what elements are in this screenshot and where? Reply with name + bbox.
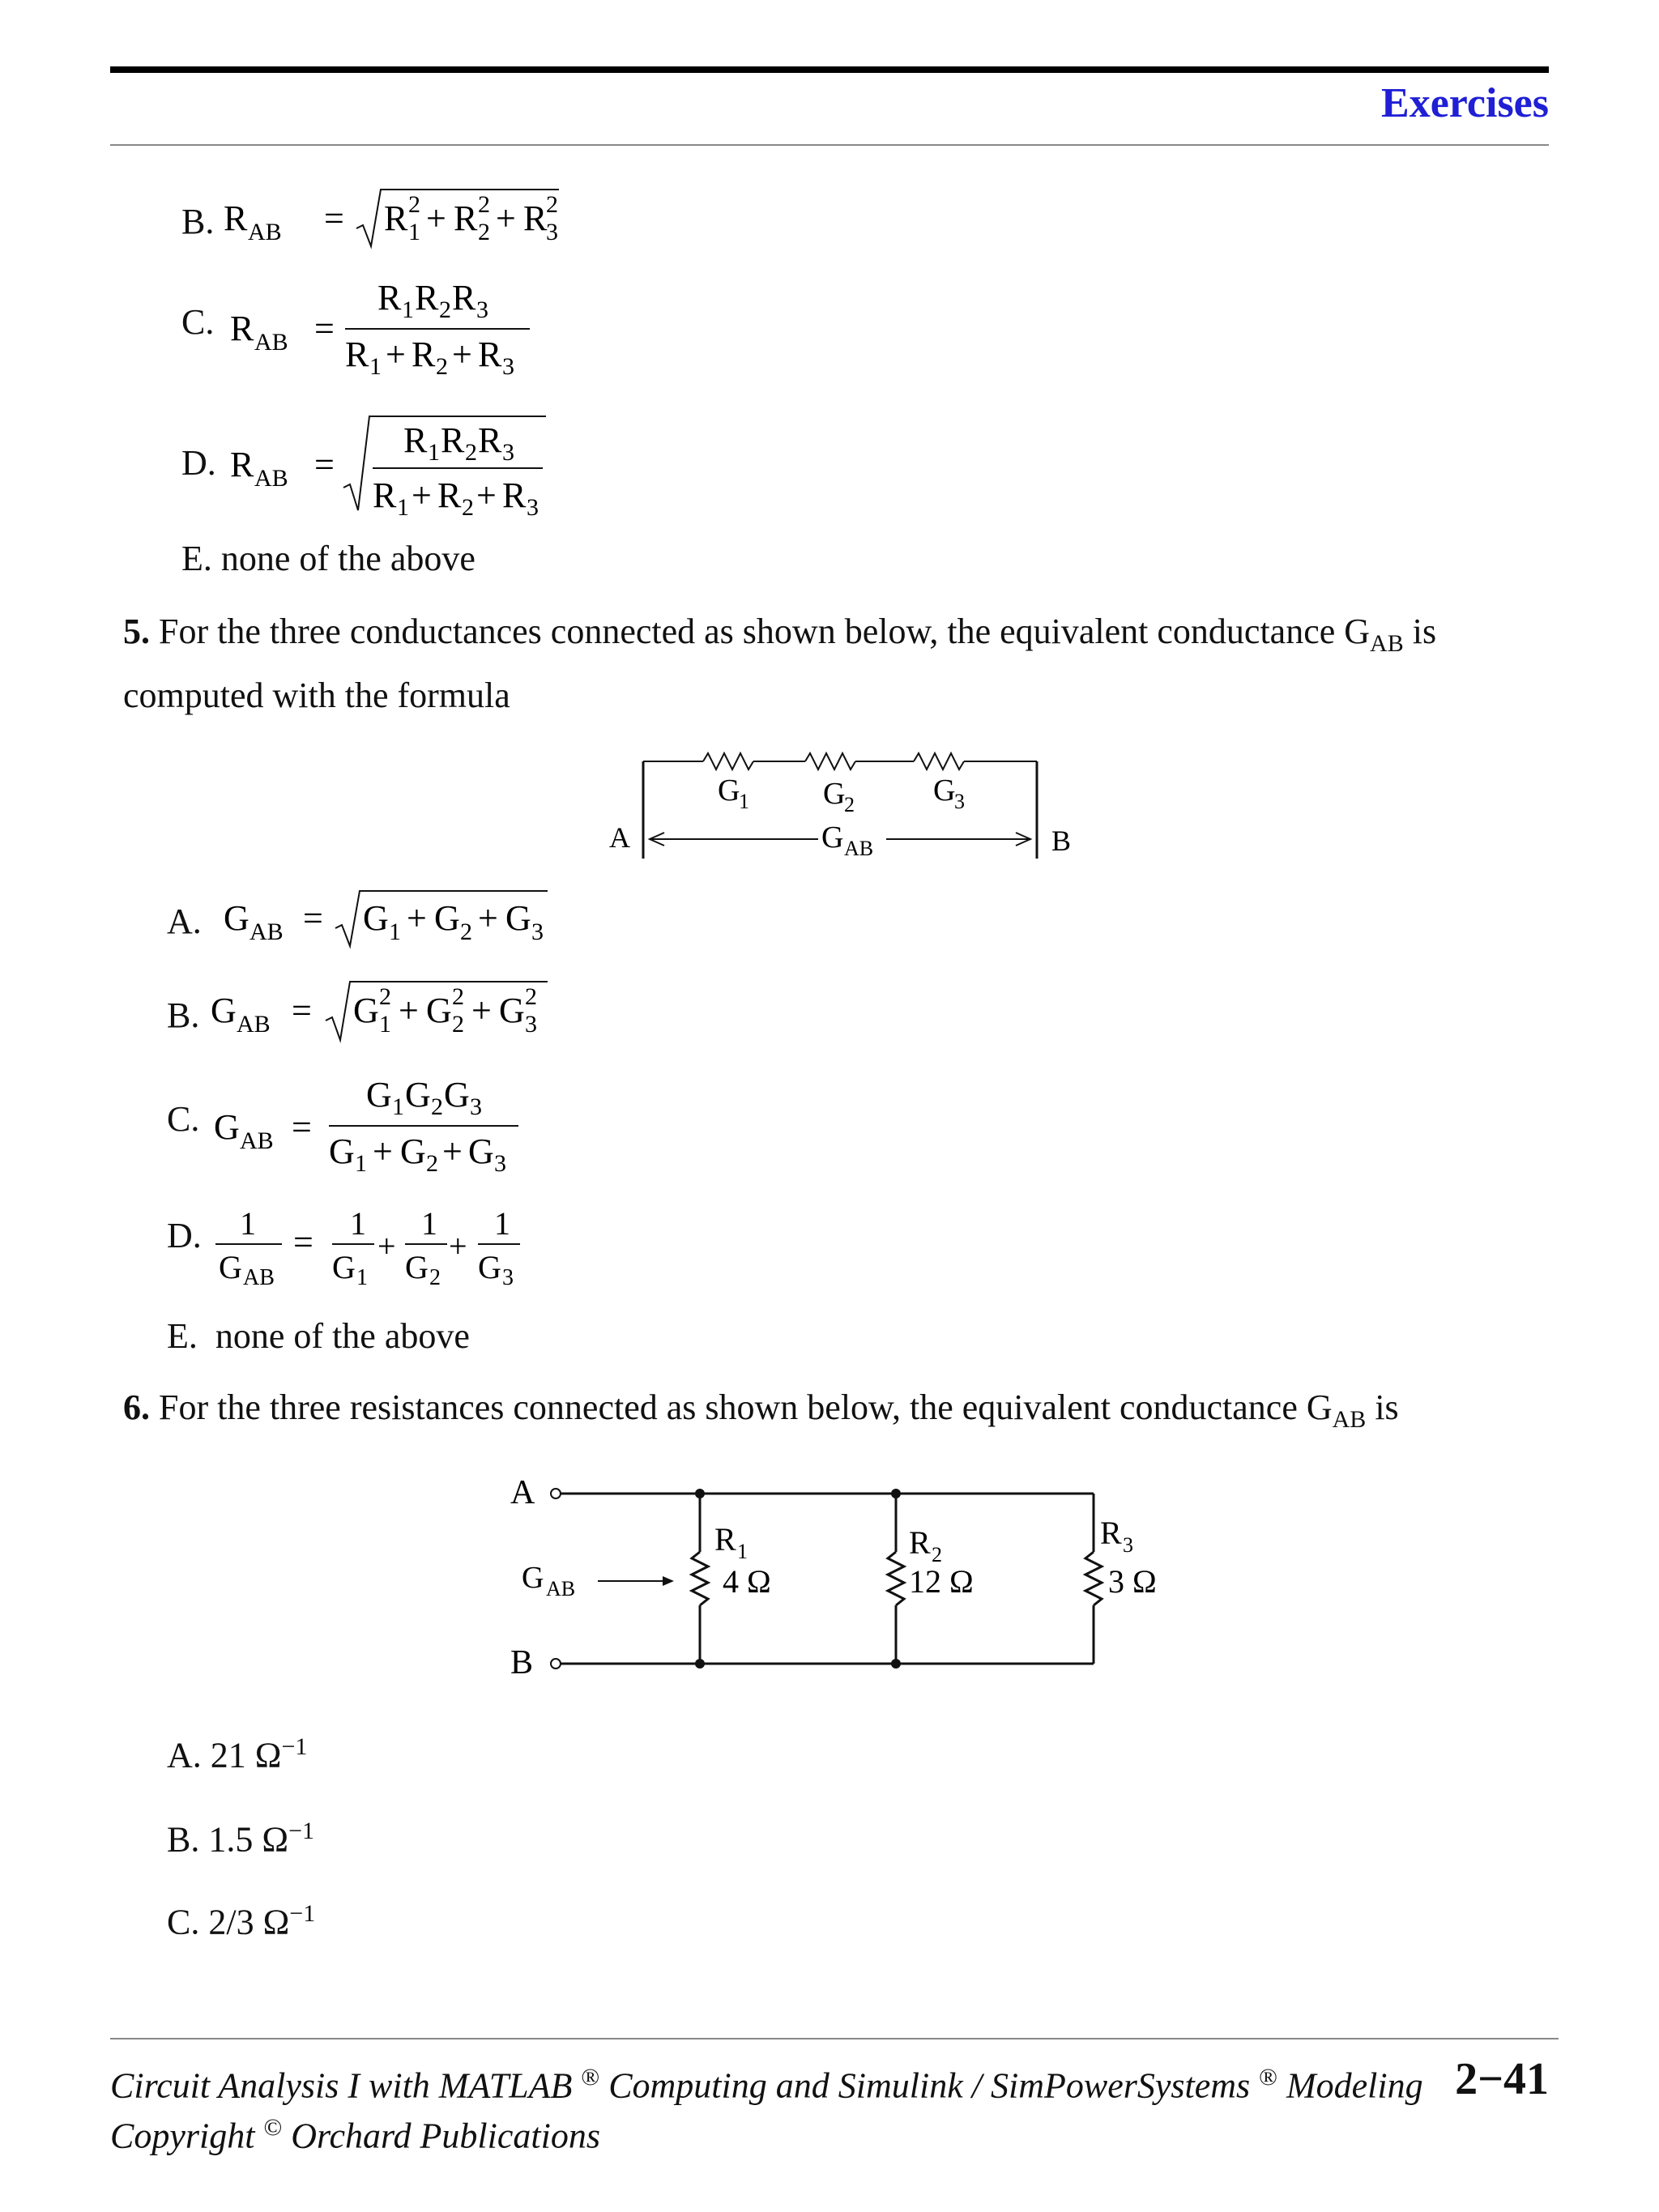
node-a-label: A — [510, 1474, 535, 1511]
q6-option-b-exp: −1 — [288, 1818, 314, 1844]
r3-resistor-zigzag — [1085, 1552, 1102, 1605]
r1-label: R — [714, 1521, 736, 1558]
r1-sub: 1 — [737, 1540, 748, 1563]
svg-text:1: 1 — [408, 219, 420, 245]
svg-text:2: 2 — [478, 191, 490, 218]
footer-title-part-1: Circuit Analysis I with MATLAB — [110, 2065, 573, 2106]
svg-text:2: 2 — [525, 983, 537, 1010]
terminal-b-icon — [551, 1659, 561, 1669]
svg-text:AB: AB — [254, 465, 288, 492]
g3-label: G — [933, 774, 956, 808]
q5-option-a-formula — [207, 883, 564, 956]
svg-text:3: 3 — [502, 1265, 514, 1290]
q6-option-b-label: B. — [167, 1819, 200, 1860]
svg-text:+: + — [412, 475, 432, 515]
svg-text:3: 3 — [502, 353, 514, 380]
publisher-name: Orchard Publications — [291, 2116, 600, 2156]
footer-book-title — [110, 2064, 1423, 2107]
svg-text:G: G — [214, 1107, 240, 1147]
svg-text:R: R — [452, 278, 476, 318]
node-a-label: A — [609, 821, 630, 854]
page-number: 2−41 — [1455, 2054, 1549, 2104]
svg-text:G: G — [505, 898, 531, 938]
svg-text:R: R — [478, 335, 502, 374]
svg-text:AB: AB — [237, 1011, 271, 1038]
svg-text:+: + — [377, 1228, 396, 1264]
q4-option-b-label: B. — [181, 202, 215, 241]
svg-text:AB: AB — [254, 329, 288, 356]
svg-text:R: R — [403, 420, 428, 460]
svg-text:G: G — [219, 1249, 242, 1285]
svg-text:G: G — [444, 1075, 470, 1115]
svg-text:2: 2 — [431, 1093, 443, 1120]
footer-title-part-3: Modeling — [1286, 2065, 1423, 2106]
svg-text:=: = — [314, 445, 335, 484]
svg-text:3: 3 — [546, 219, 558, 245]
svg-text:G: G — [366, 1075, 392, 1115]
svg-text:2: 2 — [546, 191, 558, 218]
svg-text:+: + — [442, 1132, 463, 1171]
q4-option-e-label: E. — [181, 539, 212, 578]
svg-text:+: + — [373, 1132, 393, 1171]
svg-text:+: + — [426, 198, 446, 238]
svg-text:+: + — [452, 335, 472, 374]
svg-text:1: 1 — [240, 1205, 256, 1242]
svg-text:G: G — [434, 898, 460, 938]
svg-text:1: 1 — [402, 296, 414, 323]
q6-option-c-value: 2/3 Ω — [208, 1902, 290, 1942]
gab-sub: AB — [844, 837, 874, 860]
svg-text:AB: AB — [248, 219, 282, 245]
svg-text:R: R — [437, 475, 462, 515]
header-top-rule — [110, 66, 1549, 73]
q5-option-c-formula — [207, 1069, 548, 1174]
r3-value: 3 Ω — [1108, 1563, 1157, 1600]
header-rule — [110, 144, 1549, 146]
svg-text:R: R — [384, 198, 408, 238]
svg-text:2: 2 — [478, 219, 490, 245]
svg-text:G: G — [405, 1249, 429, 1285]
q6-option-a — [167, 1733, 307, 1776]
svg-text:R: R — [373, 475, 397, 515]
svg-text:AB: AB — [240, 1127, 274, 1154]
q5-text-sub: AB — [1370, 629, 1404, 657]
footer-title-part-2: Computing and Simulink / SimPowerSystems — [608, 2065, 1251, 2106]
svg-text:1: 1 — [379, 1011, 391, 1038]
svg-text:1: 1 — [421, 1205, 437, 1242]
svg-text:2: 2 — [379, 983, 391, 1010]
svg-text:R: R — [478, 420, 502, 460]
svg-text:3: 3 — [525, 1011, 537, 1038]
q5-option-b-label: B. — [167, 995, 200, 1035]
svg-text:1: 1 — [355, 1150, 367, 1174]
svg-text:2: 2 — [436, 353, 448, 380]
svg-text:=: = — [292, 1107, 312, 1147]
svg-text:G: G — [468, 1132, 494, 1171]
q5-number: 5. — [123, 612, 150, 651]
copyright-icon: © — [263, 2114, 283, 2141]
footer-copyright — [110, 2114, 600, 2157]
svg-text:G: G — [363, 898, 389, 938]
q4-option-c-formula — [219, 275, 559, 381]
svg-text:+: + — [449, 1228, 467, 1264]
svg-text:1: 1 — [397, 494, 409, 520]
q5-option-e-text: none of the above — [215, 1316, 470, 1356]
r3-label: R — [1100, 1515, 1122, 1551]
svg-text:R: R — [415, 278, 439, 318]
q5-series-circuit-diagram — [599, 737, 1085, 867]
svg-text:=: = — [303, 898, 323, 938]
g3-resistor-zigzag — [914, 753, 964, 769]
svg-text:=: = — [293, 1222, 313, 1262]
svg-text:2: 2 — [452, 1011, 464, 1038]
g1-label: G — [718, 774, 740, 808]
q4-option-d-formula — [219, 407, 559, 520]
g3-sub: 3 — [954, 790, 965, 813]
svg-text:1: 1 — [356, 1265, 368, 1290]
gab-label: G — [821, 820, 844, 855]
q4-option-e-text: none of the above — [220, 539, 476, 578]
svg-text:+: + — [386, 335, 406, 374]
gab-sub: AB — [546, 1577, 576, 1600]
r2-label: R — [909, 1524, 931, 1561]
svg-text:3: 3 — [531, 918, 544, 945]
svg-text:AB: AB — [249, 918, 284, 945]
svg-text:2: 2 — [462, 494, 474, 520]
svg-text:R: R — [224, 198, 248, 238]
q5-text-end: is computed with the formula — [123, 612, 1437, 715]
q6-number: 6. — [123, 1387, 150, 1427]
registered-icon-2: ® — [1259, 2064, 1277, 2091]
svg-text:+: + — [399, 991, 419, 1030]
q6-option-c-exp: −1 — [289, 1900, 316, 1927]
footer-rule — [110, 2038, 1559, 2039]
g1-sub: 1 — [739, 790, 749, 813]
q6-option-b — [167, 1818, 314, 1860]
q6-option-a-exp: −1 — [281, 1733, 308, 1760]
svg-text:+: + — [407, 898, 427, 938]
r2-value: 12 Ω — [909, 1563, 974, 1600]
svg-text:2: 2 — [408, 191, 420, 218]
svg-text:1: 1 — [392, 1093, 404, 1120]
svg-text:G: G — [499, 991, 525, 1030]
svg-text:=: = — [324, 198, 344, 238]
svg-text:+: + — [476, 475, 497, 515]
g1-resistor-zigzag — [703, 753, 753, 769]
q4-option-e — [181, 538, 476, 579]
r3-sub: 3 — [1123, 1533, 1133, 1557]
node-b-label: B — [510, 1644, 534, 1681]
svg-text:G: G — [478, 1249, 501, 1285]
q6-option-a-label: A. — [167, 1735, 202, 1775]
terminal-a-icon — [551, 1489, 561, 1498]
q4-option-d-label: D. — [181, 443, 216, 483]
g2-label: G — [823, 777, 846, 811]
svg-text:R: R — [230, 445, 254, 484]
question-6 — [123, 1382, 1549, 1446]
svg-text:2: 2 — [460, 918, 472, 945]
r1-value: 4 Ω — [723, 1563, 771, 1600]
svg-text:3: 3 — [494, 1150, 506, 1174]
svg-text:G: G — [224, 898, 249, 938]
svg-text:R: R — [412, 335, 436, 374]
svg-text:3: 3 — [502, 439, 514, 466]
svg-text:R: R — [230, 309, 254, 348]
q4-option-c-label: C. — [181, 302, 215, 342]
svg-text:R: R — [441, 420, 465, 460]
svg-text:G: G — [400, 1132, 426, 1171]
g2-resistor-zigzag — [805, 753, 855, 769]
svg-text:2: 2 — [426, 1150, 438, 1174]
svg-text:2: 2 — [439, 296, 451, 323]
q6-option-c — [167, 1900, 315, 1943]
svg-text:2: 2 — [429, 1265, 441, 1290]
q6-text-sub: AB — [1332, 1405, 1367, 1433]
r2-resistor-zigzag — [888, 1552, 904, 1605]
svg-text:G: G — [353, 991, 379, 1030]
svg-text:1: 1 — [428, 439, 440, 466]
r1-resistor-zigzag — [692, 1552, 708, 1605]
svg-text:=: = — [292, 991, 312, 1030]
svg-text:R: R — [454, 198, 478, 238]
svg-text:+: + — [471, 991, 492, 1030]
q6-text: For the three resistances connected as shown below, the equivalent conductance G — [159, 1387, 1333, 1427]
q5-option-a-label: A. — [167, 901, 202, 941]
q5-option-d-formula — [207, 1199, 548, 1296]
copyright-label: Copyright — [110, 2116, 255, 2156]
svg-text:3: 3 — [476, 296, 488, 323]
svg-text:2: 2 — [465, 439, 477, 466]
q6-option-b-value: 1.5 Ω — [208, 1819, 289, 1860]
section-title: Exercises — [1381, 80, 1549, 126]
q6-parallel-circuit-diagram — [502, 1463, 1166, 1690]
q5-text: For the three conductances connected as shown below, the equivalent conductance G — [159, 612, 1371, 651]
svg-text:R: R — [502, 475, 527, 515]
svg-text:AB: AB — [243, 1265, 275, 1290]
registered-icon: ® — [581, 2064, 600, 2091]
svg-text:=: = — [314, 309, 335, 348]
q6-option-a-value: 21 Ω — [210, 1735, 282, 1775]
svg-text:1: 1 — [350, 1205, 366, 1242]
g2-sub: 2 — [844, 793, 855, 816]
gab-label: G — [522, 1561, 544, 1595]
r2-sub: 2 — [932, 1543, 942, 1566]
svg-text:G: G — [211, 991, 237, 1030]
svg-text:1: 1 — [389, 918, 401, 945]
svg-text:+: + — [478, 898, 498, 938]
node-b-label: B — [1051, 825, 1072, 857]
svg-text:+: + — [496, 198, 516, 238]
svg-text:G: G — [332, 1249, 356, 1285]
q5-option-c-label: C. — [167, 1099, 200, 1139]
q5-option-b-formula — [207, 972, 564, 1050]
svg-text:G: G — [405, 1075, 431, 1115]
svg-text:G: G — [426, 991, 452, 1030]
svg-text:G: G — [329, 1132, 355, 1171]
svg-text:1: 1 — [369, 353, 382, 380]
q5-option-e — [167, 1315, 470, 1357]
svg-text:1: 1 — [494, 1205, 510, 1242]
q6-option-c-label: C. — [167, 1902, 200, 1942]
svg-text:R: R — [345, 335, 369, 374]
svg-text:R: R — [377, 278, 402, 318]
arrow-icon — [663, 1576, 674, 1586]
q5-option-d-label: D. — [167, 1216, 202, 1255]
svg-text:3: 3 — [470, 1093, 482, 1120]
svg-text:3: 3 — [527, 494, 539, 520]
svg-text:2: 2 — [452, 983, 464, 1010]
q5-option-e-label: E. — [167, 1316, 198, 1356]
q4-option-b-formula — [219, 183, 575, 256]
question-5 — [123, 606, 1549, 722]
q6-text-end: is — [1375, 1387, 1399, 1427]
svg-text:R: R — [523, 198, 548, 238]
